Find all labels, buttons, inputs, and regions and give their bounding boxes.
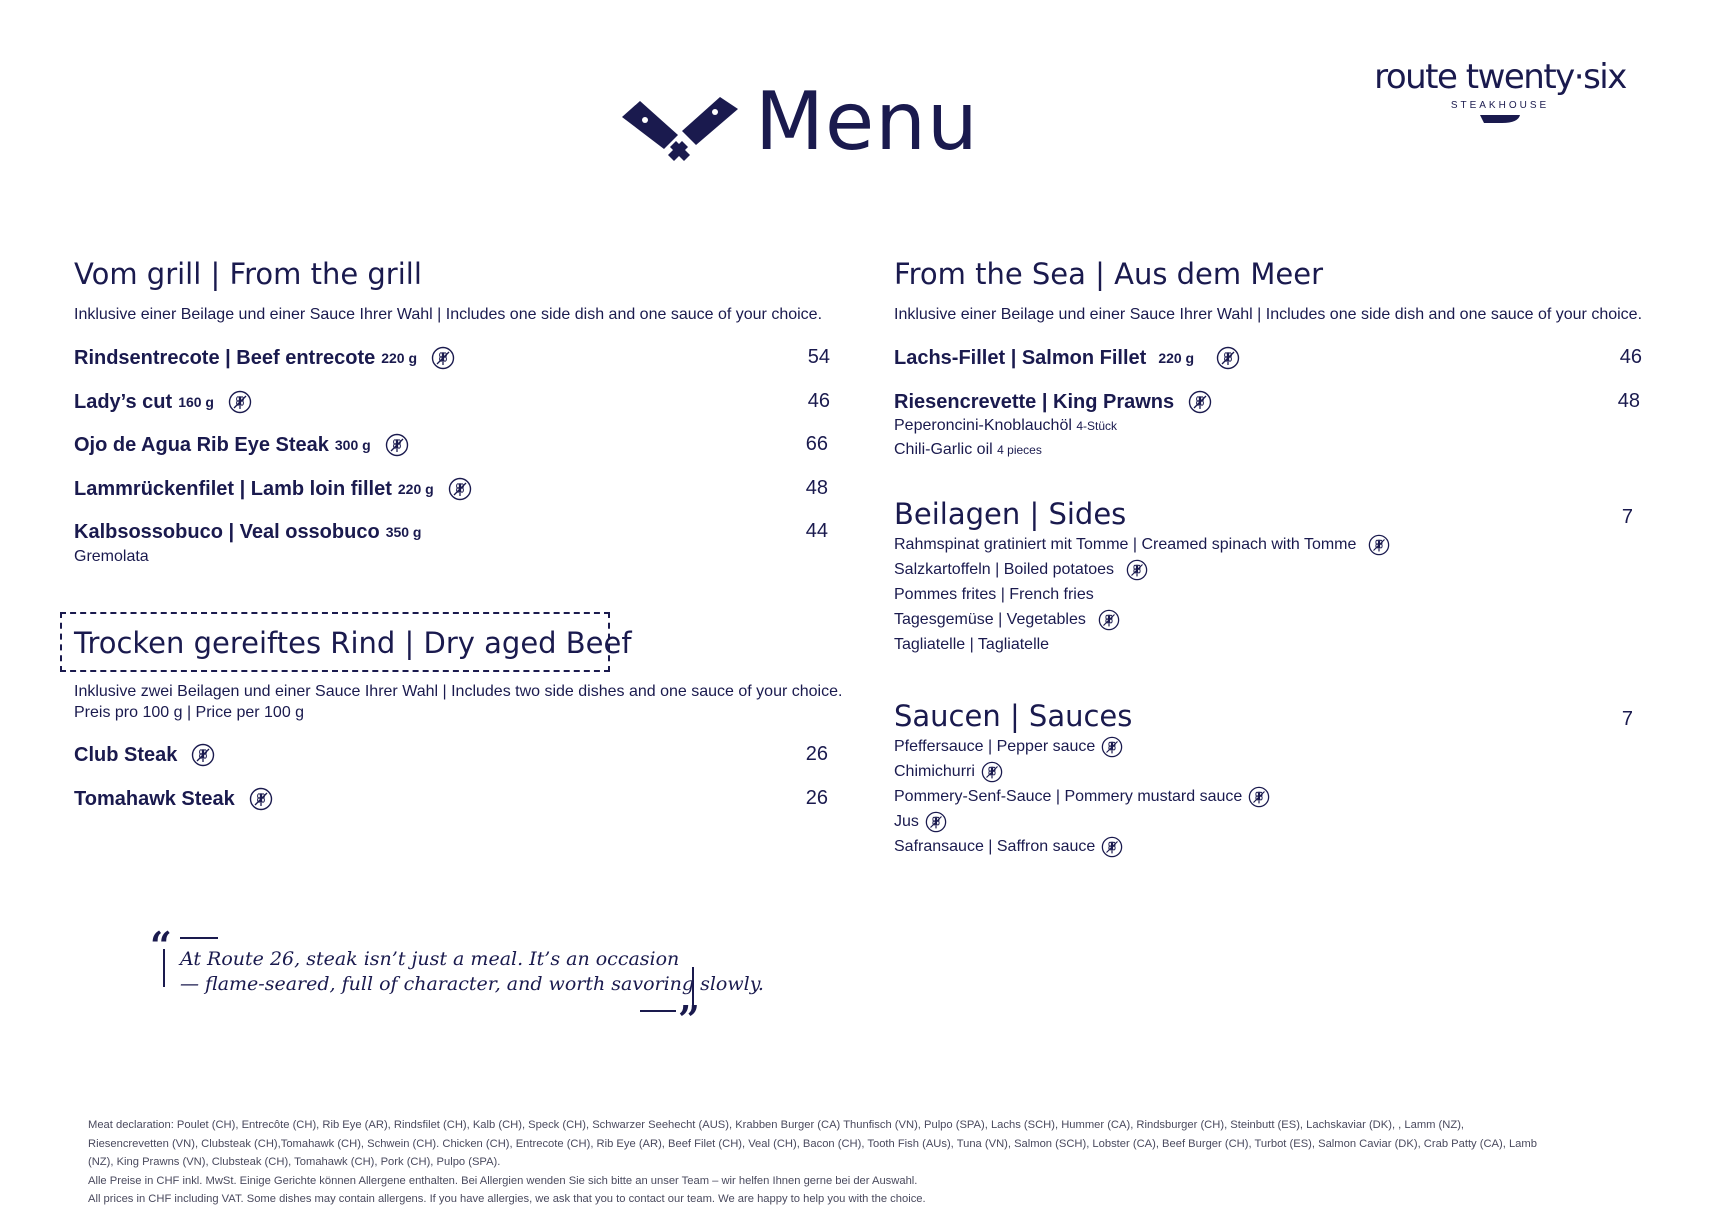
side-label: Salzkartoffeln | Boiled potatoes [894,560,1114,578]
gluten-free-icon [249,787,273,811]
item-price: 44 [805,520,828,542]
footer-line: Meat declaration: Poulet (CH), Entrecôte (CH), Rib Eye (AR), Rindsfilet (CH), Kalb (CH), Speck (CH), Schwarzer Seehecht (AUS), Krabben Burger (CA) Thunfisch (VN), Pulpo (SPA), Lachs (SCH), Hummer (CA), Rindsburger (CH), Steinbutt (ES), Lachskaviar (DK), , Lamm (NZ), [88,1119,1465,1131]
menu-item [74,518,422,546]
menu-item [894,344,1240,372]
menu-item [74,431,409,459]
item-name: Lachs-Fillet | Salmon Fillet [894,346,1147,369]
list-item [894,834,1270,859]
sides-section-title: Beilagen | Sides [894,497,1127,531]
item-weight: 220 g [397,481,434,497]
grill-section-note: Inklusive einer Beilage und einer Sauce Ihrer Wahl | Includes one side dish and one sauce of your choice. [74,306,823,323]
logo-wordmark: route twenty·six [1374,57,1626,97]
item-price: 48 [1617,390,1640,412]
page-title: Menu [755,75,979,168]
item-description: Gremolata [74,548,149,565]
list-item [894,632,1390,657]
gluten-free-icon [1216,346,1240,370]
item-price: 46 [807,390,830,412]
logo-knife-icon [1480,114,1520,124]
item-price: 54 [807,346,830,368]
menu-item [74,741,215,769]
item-weight: 300 g [334,437,371,453]
list-item [894,784,1270,809]
footer-line: Riesencrevetten (VN), Clubsteak (CH),Tomahawk (CH), Schwein (CH). Chicken (CH), Entrecote (CH), Rib Eye (AR), Beef Filet (CH), Veal (CH), Bacon (CH), Tooth Fish (AUs), Tuna (VN), Salmon (SCH), Lobster (CA), Beef Burger (CH), Turbot (ES), Salmon Caviar (DK), Crab Patty (CA), Lamb [88,1137,1537,1150]
item-price: 66 [805,433,828,455]
gluten-free-icon [431,346,455,370]
menu-item [74,344,455,372]
footer-line: All prices in CHF including VAT. Some dishes may contain allergens. If you have allergies, we ask that you to contact our team. We are happy to help you with the choice. [88,1193,926,1205]
item-description-qty: 4-Stück [1076,419,1118,433]
gluten-free-icon [1126,559,1148,581]
logo-subtitle: STEAKHOUSE [1450,100,1550,111]
gluten-free-icon [191,743,215,767]
gluten-free-icon [925,811,947,833]
item-price: 46 [1619,346,1642,368]
gluten-free-icon [1101,736,1123,758]
gluten-free-icon [981,761,1003,783]
item-weight: 220 g [381,350,418,366]
item-weight: 350 g [385,524,422,540]
sauce-label: Safransauce | Saffron sauce [894,837,1096,855]
menu-item [74,388,252,416]
list-item [894,532,1390,557]
sauce-label: Chimichurri [894,762,975,780]
item-price: 26 [805,787,828,809]
sauces-section-title: Saucen | Sauces [894,699,1133,733]
menu-item [74,785,273,813]
sides-list [894,532,1390,657]
item-description-qty: 4 pieces [997,443,1042,457]
item-name: Club Steak [74,743,178,766]
gluten-free-icon [1368,534,1390,556]
item-weight: 160 g [178,394,214,410]
side-label: Tagliatelle | Tagliatelle [894,635,1050,653]
sides-price: 7 [1621,506,1633,528]
menu-item [74,475,472,503]
item-description-text: Peperoncini-Knoblauchöl [894,417,1072,434]
gluten-free-icon [1248,786,1270,808]
list-item [894,557,1390,582]
menu-item [894,388,1212,416]
gluten-free-icon [1098,609,1120,631]
footer-line: (NZ), King Prawns (VN), Clubsteak (CH), Tomahawk (CH), Pork (CH), Pulpo (SPA). [88,1156,501,1168]
sea-section-note: Inklusive einer Beilage und einer Sauce Ihrer Wahl | Includes one side dish and one sauce of your choice. [894,306,1643,323]
item-name: Tomahawk Steak [74,787,235,810]
gluten-free-icon [385,433,409,457]
footer-line: Alle Preise in CHF inkl. MwSt. Einige Gerichte können Allergene enthalten. Bei Allergien wenden Sie sich bitte an unser Team – wir helfen Ihnen gerne bei der Auswahl. [88,1174,918,1187]
gluten-free-icon [228,390,252,414]
open-quote-icon: “ [150,927,172,968]
item-price: 26 [805,743,828,765]
quote-text [180,947,764,997]
dry-aged-note: Inklusive zwei Beilagen und einer Sauce Ihrer Wahl | Includes two side dishes and one sauce of your choice. [74,683,843,700]
footer-declaration [88,1116,1648,1209]
item-name: Lammrückenfilet | Lamb loin fillet [74,477,392,500]
item-name: Lady’s cut [74,390,173,413]
grill-section-title: Vom grill | From the grill [74,257,422,291]
close-quote-icon: ” [678,997,700,1027]
item-name: Rindsentrecote | Beef entrecote [74,346,376,369]
item-description [894,441,1042,459]
sauces-list [894,734,1270,859]
list-item [894,607,1390,632]
list-item [894,759,1270,784]
dry-aged-price-note: Preis pro 100 g | Price per 100 g [74,704,305,721]
item-weight: 220 g [1158,350,1195,366]
side-label: Pommes frites | French fries [894,585,1094,603]
gluten-free-icon [1101,836,1123,858]
list-item [894,809,1270,834]
sauces-price: 7 [1621,708,1633,730]
side-label: Tagesgemüse | Vegetables [894,610,1086,628]
item-name: Riesencrevette | King Prawns [894,390,1175,413]
list-item [894,734,1270,759]
item-description [894,417,1117,435]
item-price: 48 [805,477,828,499]
quote-line: — flame-seared, full of character, and worth savoring slowly. [180,973,764,995]
quote-line: At Route 26, steak isn’t just a meal. It’s an occasion [180,948,680,970]
gluten-free-icon [1188,390,1212,414]
item-name: Kalbsossobuco | Veal ossobuco [74,520,380,543]
sauce-label: Jus [894,812,919,830]
side-label: Rahmspinat gratiniert mit Tomme | Creamed spinach with Tomme [894,535,1357,553]
dry-aged-section-title: Trocken gereiftes Rind | Dry aged Beef [74,626,632,660]
restaurant-logo [1370,57,1630,124]
item-description-text: Chili-Garlic oil [894,441,993,458]
gluten-free-icon [448,477,472,501]
list-item [894,582,1390,607]
item-name: Ojo de Agua Rib Eye Steak [74,433,329,456]
sea-section-title: From the Sea | Aus dem Meer [894,257,1323,291]
crossed-cleavers-icon [620,95,740,167]
sauce-label: Pommery-Senf-Sauce | Pommery mustard sauce [894,787,1243,805]
sauce-label: Pfeffersauce | Pepper sauce [894,737,1096,755]
